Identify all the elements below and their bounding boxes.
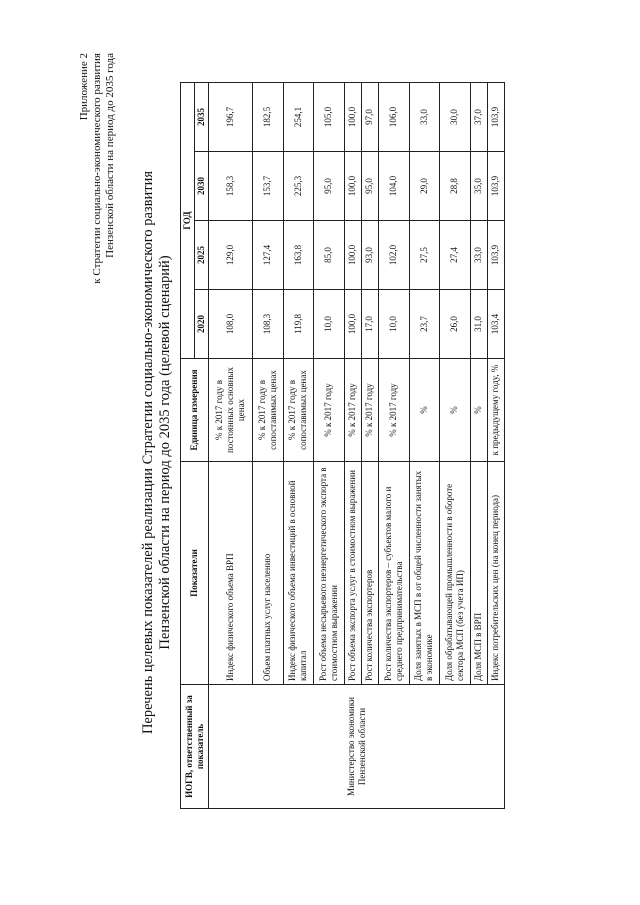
- value-2035: 100,0: [344, 83, 361, 152]
- value-2020: 23,7: [409, 290, 440, 359]
- appendix-strategy-ref: к Стратегии социально-экономического развития: [91, 53, 103, 284]
- value-2035: 182,5: [253, 83, 284, 152]
- header-indicators: Показатели: [181, 462, 209, 685]
- indicator-name: Доля обрабатывающей промышленности в обороте сектора МСП (без учета ИП): [440, 462, 471, 685]
- value-2020: 108,0: [209, 290, 253, 359]
- appendix-period-ref: Пензенской области на период до 2035 года: [104, 53, 116, 258]
- value-2035: 37,0: [470, 83, 487, 152]
- indicator-name: Индекс физического объема инвестиций в основной капитал: [283, 462, 314, 685]
- value-2030: 225,3: [283, 152, 314, 221]
- value-2030: 104,0: [378, 152, 409, 221]
- value-2030: 95,0: [314, 152, 345, 221]
- value-2020: 100,0: [344, 290, 361, 359]
- header-unit: Единица измерения: [181, 359, 209, 462]
- value-2025: 103,9: [487, 221, 504, 290]
- value-2020: 10,0: [314, 290, 345, 359]
- value-2035: 97,0: [361, 83, 378, 152]
- indicator-unit: %: [409, 359, 440, 462]
- indicator-unit: к предыдущему году, %: [487, 359, 504, 462]
- indicator-name: Доля МСП в ВРП: [470, 462, 487, 685]
- document-title-line-2: Пензенской области на период до 2035 года (целевой сценарий): [157, 255, 173, 650]
- value-2030: 95,0: [361, 152, 378, 221]
- indicator-unit: % к 2017 году: [378, 359, 409, 462]
- header-iogv: ИОГВ, ответственный за показатель: [181, 685, 209, 809]
- value-2020: 103,4: [487, 290, 504, 359]
- value-2025: 33,0: [470, 221, 487, 290]
- value-2025: 27,5: [409, 221, 440, 290]
- indicator-name: Рост количества экспортеров – субъектов малого и среднего предпринимательства: [378, 462, 409, 685]
- value-2020: 17,0: [361, 290, 378, 359]
- indicator-unit: % к 2017 году в постоянных основных ценах: [209, 359, 253, 462]
- document-title-line-1: Перечень целевых показателей реализации Стратегии социально-экономического развития: [140, 170, 156, 735]
- indicator-unit: %: [440, 359, 471, 462]
- iogv-cell: Министерство экономики Пензенской области: [209, 685, 505, 809]
- value-2035: 103,9: [487, 83, 504, 152]
- indicator-unit: % к 2017 году в сопоставимых ценах: [283, 359, 314, 462]
- indicator-unit: % к 2017 году: [361, 359, 378, 462]
- header-year-group: ГОД: [181, 83, 195, 359]
- value-2020: 119,8: [283, 290, 314, 359]
- value-2030: 100,0: [344, 152, 361, 221]
- value-2030: 103,9: [487, 152, 504, 221]
- header-year-2020: 2020: [195, 290, 209, 359]
- indicator-unit: % к 2017 году в сопоставимых ценах: [253, 359, 284, 462]
- indicator-name: Рост объема экспорта услуг в стоимостном выражении: [344, 462, 361, 685]
- appendix-number: Приложение 2: [78, 53, 90, 121]
- indicator-unit: % к 2017 году: [314, 359, 345, 462]
- value-2025: 163,8: [283, 221, 314, 290]
- document-title: [140, 0, 174, 905]
- value-2020: 10,0: [378, 290, 409, 359]
- value-2035: 30,0: [440, 83, 471, 152]
- value-2035: 196,7: [209, 83, 253, 152]
- value-2030: 35,0: [470, 152, 487, 221]
- indicator-name: Индекс физического объема ВРП: [209, 462, 253, 685]
- table-header-row: [181, 83, 195, 809]
- indicators-table: [180, 82, 505, 809]
- value-2030: 28,8: [440, 152, 471, 221]
- value-2020: 108,3: [253, 290, 284, 359]
- indicator-unit: % к 2017 году: [344, 359, 361, 462]
- header-year-2035: 2035: [195, 83, 209, 152]
- value-2030: 153,7: [253, 152, 284, 221]
- table-row: [209, 83, 253, 809]
- value-2035: 106,0: [378, 83, 409, 152]
- indicator-name: Рост объема несырьевого неэнергетического экспорта в стоимостном выражении: [314, 462, 345, 685]
- value-2025: 127,4: [253, 221, 284, 290]
- indicator-name: Доля занятых в МСП в от общей численности занятых в экономике: [409, 462, 440, 685]
- value-2025: 93,0: [361, 221, 378, 290]
- value-2030: 29,0: [409, 152, 440, 221]
- value-2020: 31,0: [470, 290, 487, 359]
- value-2025: 100,0: [344, 221, 361, 290]
- indicator-name: Рост количества экспортеров: [361, 462, 378, 685]
- value-2035: 33,0: [409, 83, 440, 152]
- value-2025: 102,0: [378, 221, 409, 290]
- value-2035: 105,0: [314, 83, 345, 152]
- indicator-name: Индекс потребительских цен (на конец периода): [487, 462, 504, 685]
- value-2025: 129,0: [209, 221, 253, 290]
- header-year-2030: 2030: [195, 152, 209, 221]
- header-year-2025: 2025: [195, 221, 209, 290]
- value-2035: 254,1: [283, 83, 314, 152]
- value-2030: 158,3: [209, 152, 253, 221]
- value-2025: 85,0: [314, 221, 345, 290]
- appendix-header: [78, 53, 117, 905]
- indicator-unit: %: [470, 359, 487, 462]
- value-2025: 27,4: [440, 221, 471, 290]
- indicator-name: Объем платных услуг населению: [253, 462, 284, 685]
- value-2020: 26,0: [440, 290, 471, 359]
